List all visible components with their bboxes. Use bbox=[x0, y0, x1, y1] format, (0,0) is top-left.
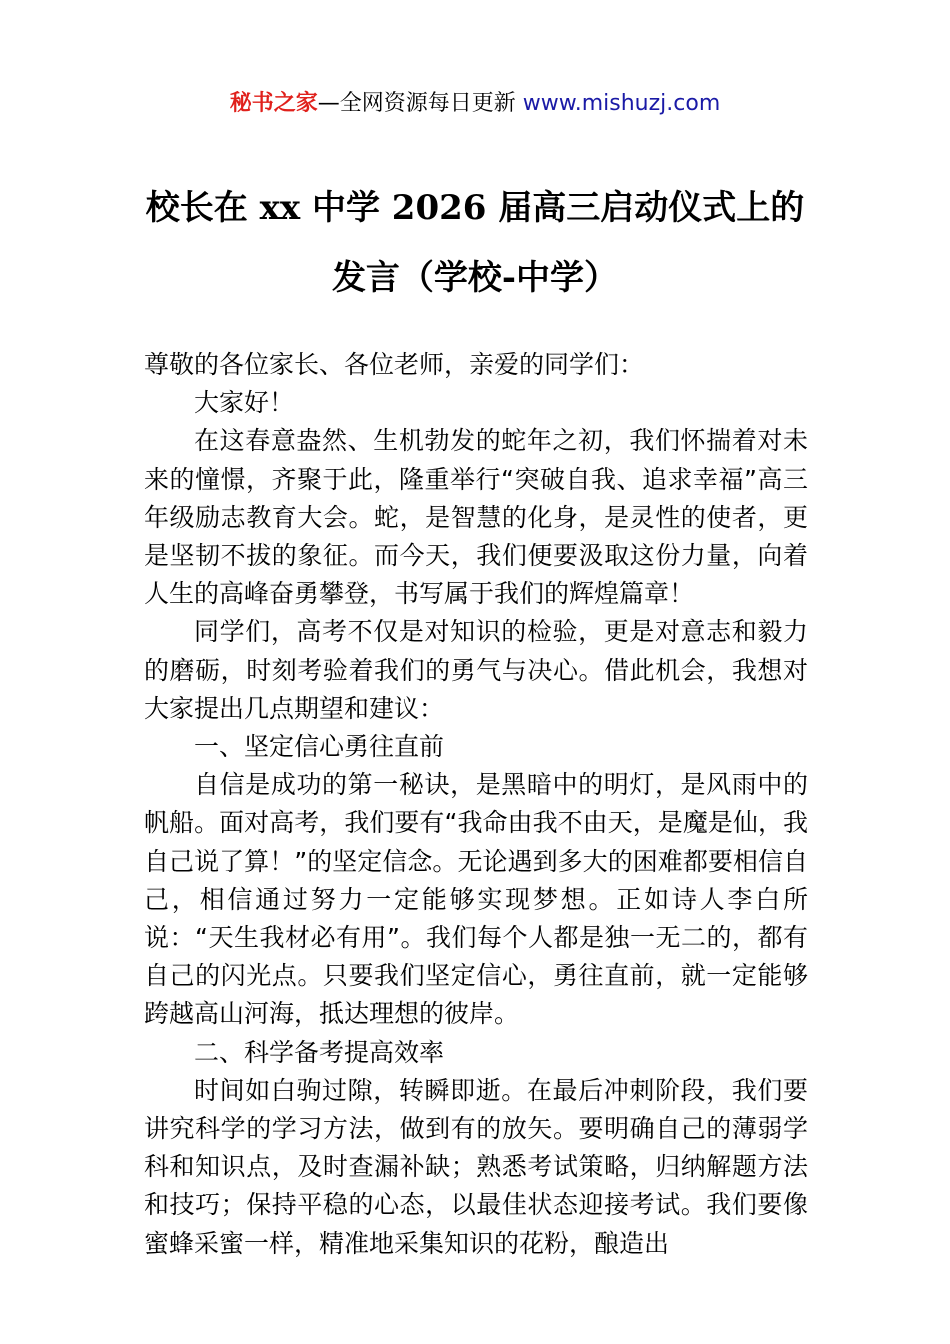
document-body bbox=[144, 346, 808, 1263]
document-title-line-1: 校长在 xx 中学 2026 届高三启动仪式上的 bbox=[145, 188, 805, 228]
document-title-line-2: 发言（学校-中学） bbox=[331, 258, 619, 298]
section-heading: 一、坚定信心勇往直前 bbox=[194, 732, 445, 762]
body-paragraph: 在这春意盎然、生机勃发的蛇年之初，我们怀揣着对未来的憧憬，齐聚于此，隆重举行“突破自我、追求幸福”高三年级励志教育大会。蛇，是智慧的化身，是灵性的使者，更是坚韧不拔的象征。而今天，我们便要汲取这份力量，向着人生的高峰奋勇攀登，书写属于我们的辉煌篇章！ bbox=[144, 426, 808, 609]
greeting: 大家好！ bbox=[194, 388, 295, 418]
body-paragraph: 自信是成功的第一秘诀，是黑暗中的明灯，是风雨中的帆船。面对高考，我们要有“我命由我不由天，是魔是仙，我自己说了算！”的坚定信念。无论遇到多大的困难都要相信自己，相信通过努力一定能够实现梦想。正如诗人李白所说：“天生我材必有用”。我们每个人都是独一无二的，都有自己的闪光点。只要我们坚定信心，勇往直前，就一定能够跨越高山河海，抵达理想的彼岸。 bbox=[144, 770, 808, 1029]
body-paragraph: 时间如白驹过隙，转瞬即逝。在最后冲刺阶段，我们要讲究科学的学习方法，做到有的放矢。要明确自己的薄弱学科和知识点，及时查漏补缺；熟悉考试策略，归纳解题方法和技巧；保持平稳的心态，以最佳状态迎接考试。我们要像蜜蜂采蜜一样，精准地采集知识的花粉，酿造出 bbox=[144, 1075, 808, 1258]
salutation: 尊敬的各位家长、各位老师，亲爱的同学们： bbox=[144, 350, 645, 379]
site-brand: 秘书之家 bbox=[229, 91, 318, 116]
site-header bbox=[0, 88, 950, 120]
section-heading: 二、科学备考提高效率 bbox=[194, 1037, 445, 1067]
site-tagline: —全网资源每日更新 bbox=[317, 91, 523, 116]
site-url-link[interactable]: www.mishuzj.com bbox=[522, 91, 721, 116]
body-paragraph: 同学们，高考不仅是对知识的检验，更是对意志和毅力的磨砺，时刻考验着我们的勇气与决心。借此机会，我想对大家提出几点期望和建议： bbox=[144, 617, 808, 723]
